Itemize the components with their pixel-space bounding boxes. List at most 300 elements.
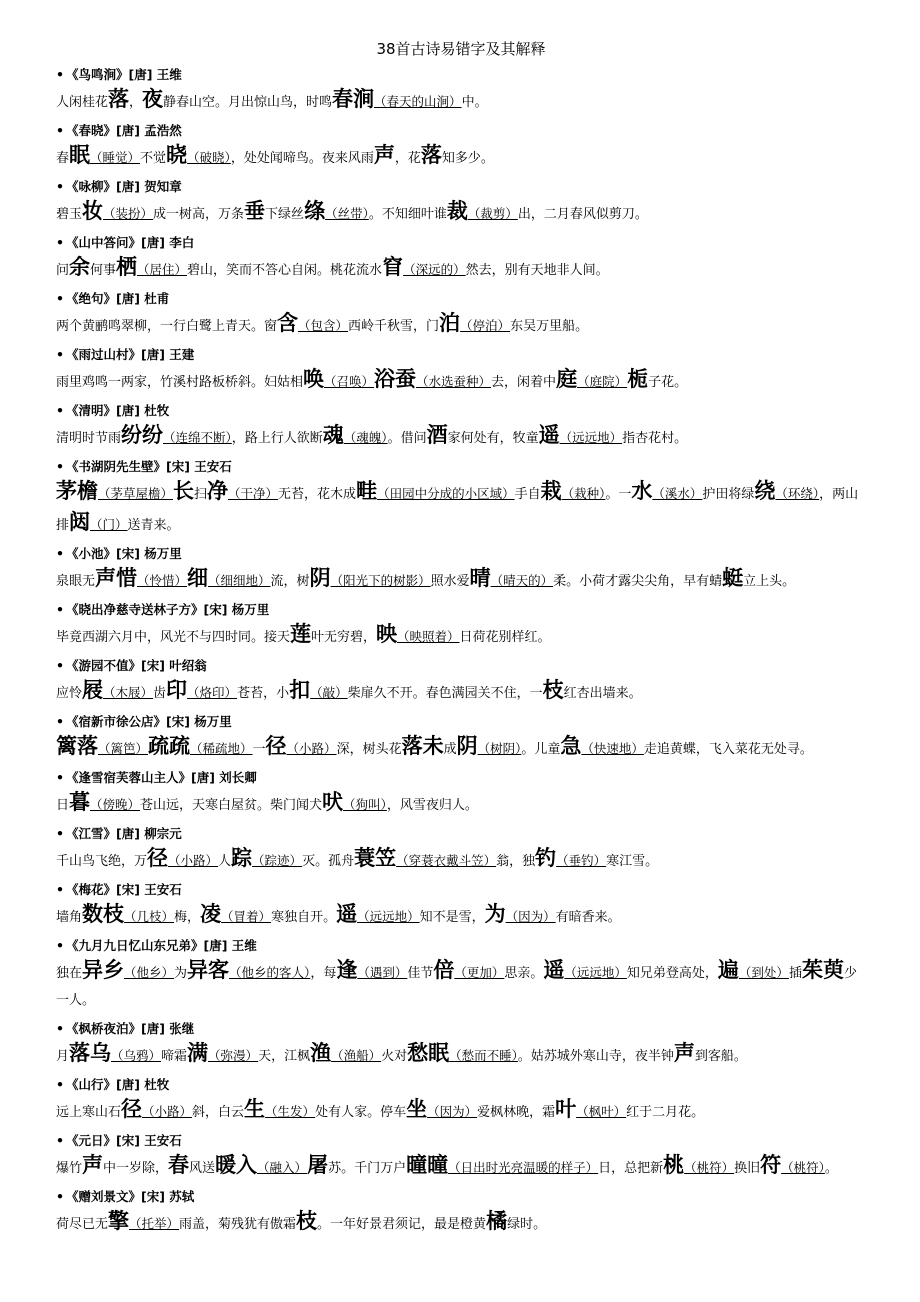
poem-text: 日，总把新: [598, 1161, 664, 1176]
key-character: 声: [373, 142, 395, 167]
poem-heading: [56, 881, 866, 899]
key-character: 栽: [540, 478, 562, 503]
key-character: 晴: [469, 565, 491, 590]
poem-text: 去，闲着中: [491, 375, 557, 390]
poem-text: 应怜: [56, 686, 83, 701]
poem-text: 齿: [153, 686, 167, 701]
poem-text: 佳节: [407, 966, 434, 981]
poem-text: 啼霜: [161, 1049, 188, 1064]
poem-heading: [56, 1132, 866, 1150]
poem-text: 苏。千门万户: [328, 1161, 407, 1176]
key-character: 曈曈: [406, 1152, 449, 1177]
key-character: 茅檐: [56, 478, 98, 503]
poem-text: 家何处有，牧童: [447, 431, 539, 446]
poem-text: 处有人家。停车: [315, 1105, 407, 1120]
poem-text: 人: [218, 854, 232, 869]
key-character: 橘: [486, 1208, 508, 1233]
poem-heading: [56, 402, 866, 420]
poem-text: 火对: [381, 1049, 408, 1064]
poem-entry: [56, 601, 866, 651]
key-character: 裁: [446, 198, 468, 223]
explanation-note: （阳光下的树影）: [330, 573, 431, 588]
key-character: 阴: [309, 565, 331, 590]
explanation-note: （门）: [90, 517, 128, 532]
key-character: 屐: [82, 677, 104, 702]
poem-heading-text: 《江雪》[唐] 柳宗元: [66, 826, 182, 841]
key-character: 异客: [187, 957, 230, 982]
poem-text: 。儿童: [521, 742, 561, 757]
key-character: 栀: [627, 366, 649, 391]
poem-entry: [56, 713, 866, 763]
key-character: 径: [265, 733, 287, 758]
poem-heading-text: 《赠刘景文》[宋] 苏轼: [66, 1189, 195, 1204]
explanation-note: （树阴）: [477, 741, 522, 756]
key-character: 遥: [336, 901, 358, 926]
explanation-note: （烙印）: [187, 685, 238, 700]
poem-text: ，处处闻啼鸟。夜来风雨: [230, 151, 374, 166]
poem-entry: [56, 290, 866, 340]
poem-body: [56, 899, 866, 931]
bullet-icon: •: [56, 1133, 64, 1148]
poem-text: 成: [443, 742, 457, 757]
poem-text: 天，江枫: [258, 1049, 311, 1064]
explanation-note: （日出时光亮温暖的样子）: [448, 1160, 599, 1175]
explanation-note: （渔船）: [331, 1048, 382, 1063]
poem-body: [56, 1038, 866, 1070]
poem-text: 深，树头花: [336, 742, 402, 757]
poem-text: 照水爱: [430, 574, 470, 589]
explanation-note: （傍晚）: [90, 797, 141, 812]
poem-text: 日: [56, 798, 70, 813]
key-character: 擎: [108, 1208, 130, 1233]
explanation-note: （环绕）: [775, 486, 820, 501]
explanation-note: （停泊）: [460, 318, 511, 333]
bullet-icon: •: [56, 770, 64, 785]
poem-text: 灭。孤舟: [302, 854, 355, 869]
poem-entry: [56, 825, 866, 875]
key-character: 眠: [69, 142, 91, 167]
poem-text: 东吴万里船。: [510, 319, 589, 334]
bullet-icon: •: [56, 1021, 64, 1036]
poem-text: 雨里鸡鸣一两家，竹溪村路板桥斜。妇姑相: [56, 375, 304, 390]
key-character: 落: [108, 86, 130, 111]
explanation-note: （更加）: [454, 965, 505, 980]
key-character: 逢: [336, 957, 358, 982]
poem-body: [56, 308, 866, 340]
poem-text: 千山鸟飞绝，万: [56, 854, 148, 869]
poem-text: 何事: [90, 263, 117, 278]
key-character: 阴: [456, 733, 478, 758]
poem-text: 思亲。: [504, 966, 544, 981]
explanation-note: （裁剪）: [467, 206, 518, 221]
poem-heading-text: 《鸟鸣涧》[唐] 王维: [66, 67, 182, 82]
bullet-icon: •: [56, 459, 64, 474]
poem-entry: [56, 657, 866, 707]
poem-entry: [56, 1132, 866, 1182]
explanation-note: （小路）: [286, 741, 337, 756]
explanation-note: （细细地）: [208, 573, 271, 588]
key-character: 落未: [401, 733, 444, 758]
poem-text: 红杏出墙来。: [563, 686, 642, 701]
poem-entry: [56, 234, 866, 284]
poem-entry: [56, 881, 866, 931]
key-character: 扣: [289, 677, 311, 702]
poem-heading: [56, 66, 866, 84]
key-character: 印: [166, 677, 188, 702]
poem-text: 叶无穷碧，: [311, 630, 377, 645]
poem-text: 然去，别有天地非人间。: [465, 263, 609, 278]
explanation-note: （居住）: [137, 262, 188, 277]
explanation-note: （水选蚕种）: [416, 374, 492, 389]
poem-heading: [56, 769, 866, 787]
poem-heading: [56, 545, 866, 563]
poem-heading: [56, 178, 866, 196]
explanation-note: （到处）: [738, 965, 789, 980]
poem-text: 。姑苏城外寒山寺，夜半钟: [517, 1049, 674, 1064]
poem-text: 雨盖，菊残犹有傲霜: [179, 1217, 297, 1232]
poem-text: 人闲桂花: [56, 95, 109, 110]
key-character: 暖入: [215, 1152, 258, 1177]
poem-heading-text: 《逢雪宿芙蓉山主人》[唐] 刘长卿: [66, 770, 257, 785]
explanation-note: （小路）: [168, 853, 219, 868]
explanation-note: （枫叶）: [576, 1104, 627, 1119]
poem-heading: [56, 346, 866, 364]
explanation-note: （田园中分成的小区域）: [377, 486, 515, 501]
key-character: 吠: [322, 789, 344, 814]
poem-entry: [56, 402, 866, 452]
explanation-note: （干净）: [228, 486, 279, 501]
poem-body: [56, 787, 866, 819]
poem-entry: [56, 769, 866, 819]
poem-text: 中一岁除，: [103, 1161, 169, 1176]
poem-heading: [56, 601, 866, 619]
poem-text: 。不知细叶谁: [368, 207, 447, 222]
poem-list: [56, 66, 866, 1238]
explanation-note: （乌鸦）: [111, 1048, 162, 1063]
key-character: 遍: [717, 957, 739, 982]
key-character: 倍: [433, 957, 455, 982]
key-character: 春涧: [332, 86, 375, 111]
poem-text: 翁，独: [496, 854, 536, 869]
bullet-icon: •: [56, 826, 64, 841]
poem-body: [56, 476, 866, 539]
poem-heading-text: 《元日》[宋] 王安石: [66, 1133, 182, 1148]
explanation-note: （因为）: [505, 909, 556, 924]
poem-heading: [56, 290, 866, 308]
poem-heading-text: 《雨过山村》[唐] 王建: [66, 347, 195, 362]
explanation-note: （晴天的）: [490, 573, 554, 588]
poem-entry: [56, 122, 866, 172]
key-character: 绦: [304, 198, 326, 223]
poem-text: 知兄弟登高处，: [626, 966, 718, 981]
poem-text: 指杏花村。: [622, 431, 688, 446]
key-character: 屠: [307, 1152, 329, 1177]
key-character: 春: [168, 1152, 190, 1177]
poem-heading-text: 《游园不值》[宋] 叶绍翁: [66, 658, 207, 673]
poem-text: 插: [788, 966, 802, 981]
poem-body: [56, 563, 866, 595]
bullet-icon: •: [56, 658, 64, 673]
poem-text: 出，二月春风似剪刀。: [517, 207, 648, 222]
bullet-icon: •: [56, 546, 64, 561]
poem-text: 毕竟西湖六月中，风光不与四时同。接天: [56, 630, 291, 645]
poem-text: 寒江雪。: [606, 854, 659, 869]
poem-text: ，风雪夜归人。: [386, 798, 478, 813]
poem-body: [56, 675, 866, 707]
key-character: 夜: [142, 86, 164, 111]
document: [56, 38, 866, 1244]
explanation-note: （庭院）: [577, 374, 628, 389]
poem-text: 荷尽已无: [56, 1217, 109, 1232]
key-character: 疏疏: [148, 733, 191, 758]
poem-heading-text: 《山中答问》[唐] 李白: [66, 235, 195, 250]
poem-text: 柔。小荷才露尖尖角，早有蜻: [553, 574, 723, 589]
poem-text: 问: [56, 263, 70, 278]
explanation-note: （包含）: [298, 318, 349, 333]
key-character: 满: [187, 1040, 209, 1065]
poem-heading: [56, 234, 866, 252]
explanation-note: （桃符）: [781, 1160, 825, 1175]
poem-text: 护田将绿: [702, 487, 755, 502]
poem-heading-text: 《山行》[唐] 杜牧: [66, 1077, 170, 1092]
poem-text: 泉眼无: [56, 574, 96, 589]
key-character: 篱落: [56, 733, 98, 758]
poem-heading-text: 《咏柳》[唐] 贺知章: [66, 179, 182, 194]
poem-heading: [56, 1020, 866, 1038]
poem-text: 静春山空。月出惊山鸟，时鸣: [163, 95, 333, 110]
poem-body: [56, 731, 866, 763]
poem-text: 红于二月花。: [626, 1105, 705, 1120]
poem-heading-text: 《春晓》[唐] 孟浩然: [66, 123, 182, 138]
explanation-note: （踪迹）: [252, 853, 303, 868]
explanation-note: （春天的山涧）: [374, 94, 462, 109]
poem-heading: [56, 1188, 866, 1206]
explanation-note: （快速地）: [581, 741, 644, 756]
explanation-note: （愁而不睡）: [449, 1048, 518, 1063]
key-character: 浴蚕: [374, 366, 417, 391]
poem-text: 。一年好景君须记，最是橙黄: [317, 1217, 487, 1232]
bullet-icon: •: [56, 179, 64, 194]
poem-text: 爱枫林晚，霜: [477, 1105, 556, 1120]
key-character: 绕: [754, 478, 776, 503]
poem-text: 流，树: [270, 574, 310, 589]
key-character: 声惜: [95, 565, 138, 590]
explanation-note: （弥漫）: [208, 1048, 259, 1063]
key-character: 异乡: [82, 957, 125, 982]
poem-text: 走追黄蝶，飞入菜花无处寻。: [643, 742, 813, 757]
key-character: 声: [673, 1040, 695, 1065]
poem-text: 下绿丝: [265, 207, 305, 222]
explanation-note: （怜惜）: [137, 573, 188, 588]
key-character: 枝: [542, 677, 564, 702]
poem-heading: [56, 825, 866, 843]
explanation-note: （垂钓）: [556, 853, 607, 868]
key-character: 符: [760, 1152, 782, 1177]
poem-text: 知不是雪，: [419, 910, 485, 925]
explanation-note: （魂魄）: [343, 430, 388, 445]
poem-body: [56, 84, 866, 116]
key-character: 闼: [69, 509, 91, 534]
poem-text: 扫: [194, 487, 208, 502]
poem-text: 月: [56, 1049, 70, 1064]
poem-text: 爆竹: [56, 1161, 83, 1176]
poem-entry: [56, 545, 866, 595]
key-character: 蓑笠: [354, 845, 397, 870]
explanation-note: （破晓）: [187, 150, 231, 165]
bullet-icon: •: [56, 67, 64, 82]
key-character: 桃: [663, 1152, 685, 1177]
key-character: 踪: [231, 845, 253, 870]
bullet-icon: •: [56, 602, 64, 617]
poem-entry: [56, 1020, 866, 1070]
key-character: 纷纷: [121, 422, 164, 447]
poem-body: [56, 843, 866, 875]
poem-text: 寒独自开。: [271, 910, 337, 925]
poem-text: 。借问: [387, 431, 427, 446]
poem-text: 梅，: [174, 910, 201, 925]
poem-text: ，花: [394, 151, 421, 166]
key-character: 茱萸: [801, 957, 844, 982]
key-character: 长: [173, 478, 195, 503]
poem-body: [56, 1206, 866, 1238]
poem-text: 。一: [605, 487, 632, 502]
explanation-note: （映照着）: [397, 629, 460, 644]
explanation-note: （桃符）: [684, 1160, 735, 1175]
explanation-note: （遇到）: [357, 965, 408, 980]
poem-text: 斜，白云: [192, 1105, 245, 1120]
poem-text: 日荷花别样红。: [459, 630, 551, 645]
explanation-note: （狗叫）: [343, 797, 387, 812]
poem-body: [56, 1150, 866, 1182]
poem-body: [56, 140, 866, 172]
key-character: 生: [244, 1096, 266, 1121]
poem-text: 风送: [189, 1161, 216, 1176]
poem-text: 碧玉: [56, 207, 83, 222]
poem-heading-text: 《小池》[宋] 杨万里: [66, 546, 182, 561]
key-character: 落乌: [69, 1040, 112, 1065]
key-character: 净: [207, 478, 229, 503]
poem-text: 柴扉久不开。春色满园关不住，一: [347, 686, 543, 701]
poem-text: 清明时节雨: [56, 431, 122, 446]
explanation-note: （稀疏地）: [190, 741, 253, 756]
key-character: 窅: [382, 254, 404, 279]
poem-text: ，路上行人欲断: [231, 431, 323, 446]
poem-body: [56, 252, 866, 284]
explanation-note: （篱笆）: [98, 741, 149, 756]
poem-heading: [56, 458, 866, 476]
poem-heading-text: 《晓出净慈寺送林子方》[宋] 杨万里: [66, 602, 270, 617]
explanation-note: （丝带）: [325, 206, 369, 221]
poem-heading-text: 《绝句》[唐] 杜甫: [66, 291, 170, 306]
key-character: 莲: [290, 621, 312, 646]
poem-heading-text: 《九月九日忆山东兄弟》[唐] 王维: [66, 938, 257, 953]
explanation-note: （小路）: [142, 1104, 193, 1119]
explanation-note: （深远的）: [403, 262, 466, 277]
poem-heading: [56, 1076, 866, 1094]
poem-entry: [56, 937, 866, 1014]
poem-heading-text: 《梅花》[宋] 王安石: [66, 882, 182, 897]
poem-text: 两个黄鹂鸣翠柳，一行白鹭上青天。窗: [56, 319, 278, 334]
explanation-note: （远远地）: [559, 430, 623, 445]
explanation-note: （他乡）: [124, 965, 175, 980]
key-character: 栖: [116, 254, 138, 279]
key-character: 垂: [244, 198, 266, 223]
key-character: 水: [631, 478, 653, 503]
poem-text: 少一人。: [56, 966, 857, 1008]
key-character: 声: [82, 1152, 104, 1177]
poem-text: 手自: [514, 487, 541, 502]
explanation-note: （他乡的客人）: [229, 965, 311, 980]
bullet-icon: •: [56, 403, 64, 418]
key-character: 为: [484, 901, 506, 926]
poem-heading: [56, 713, 866, 731]
poem-entry: [56, 346, 866, 396]
explanation-note: （召唤）: [324, 374, 375, 389]
key-character: 落: [420, 142, 442, 167]
poem-heading: [56, 937, 866, 955]
poem-text: ，每: [310, 966, 337, 981]
key-character: 枝: [296, 1208, 318, 1233]
poem-body: [56, 196, 866, 228]
bullet-icon: •: [56, 882, 64, 897]
key-character: 遥: [538, 422, 560, 447]
poem-text: 绿时。: [507, 1217, 547, 1232]
key-character: 妆: [82, 198, 104, 223]
poem-text: 为: [174, 966, 188, 981]
explanation-note: （睡觉）: [90, 150, 141, 165]
poem-text: 子花。: [648, 375, 688, 390]
poem-entry: [56, 458, 866, 539]
explanation-note: （远远地）: [357, 909, 420, 924]
poem-text: 春: [56, 151, 70, 166]
explanation-note: （溪水）: [652, 486, 703, 501]
key-character: 细: [187, 565, 209, 590]
poem-text: 有暗香来。: [555, 910, 621, 925]
poem-text: 西岭千秋雪，门: [348, 319, 440, 334]
explanation-note: （生发）: [265, 1104, 316, 1119]
poem-heading-text: 《书湖阴先生壁》[宋] 王安石: [66, 459, 232, 474]
poem-body: [56, 420, 866, 452]
key-character: 晓: [166, 142, 188, 167]
bullet-icon: •: [56, 347, 64, 362]
bullet-icon: •: [56, 235, 64, 250]
key-character: 叶: [555, 1096, 577, 1121]
poem-text: 不觉: [140, 151, 167, 166]
explanation-note: （茅草屋檐）: [98, 486, 174, 501]
poem-entry: [56, 1076, 866, 1126]
poem-body: [56, 619, 866, 651]
poem-text: 独在: [56, 966, 83, 981]
explanation-note: （冒着）: [221, 909, 272, 924]
poem-heading-text: 《清明》[唐] 杜牧: [66, 403, 170, 418]
poem-text: 成一树高，万条: [153, 207, 245, 222]
explanation-note: （远远地）: [564, 965, 627, 980]
poem-heading: [56, 122, 866, 140]
key-character: 钓: [535, 845, 557, 870]
key-character: 渔: [310, 1040, 332, 1065]
explanation-note: （木屐）: [103, 685, 154, 700]
poem-text: 远上寒山石: [56, 1105, 122, 1120]
poem-text: ，: [129, 95, 143, 110]
poem-text: 苍苔，小: [237, 686, 290, 701]
key-character: 径: [121, 1096, 143, 1121]
explanation-note: （融入）: [257, 1160, 308, 1175]
key-character: 暮: [69, 789, 91, 814]
poem-text: 立上头。: [743, 574, 796, 589]
explanation-note: （装扮）: [103, 206, 154, 221]
poem-heading: [56, 657, 866, 675]
poem-text: 碧山，笑而不答心自闲。桃花流水: [187, 263, 383, 278]
